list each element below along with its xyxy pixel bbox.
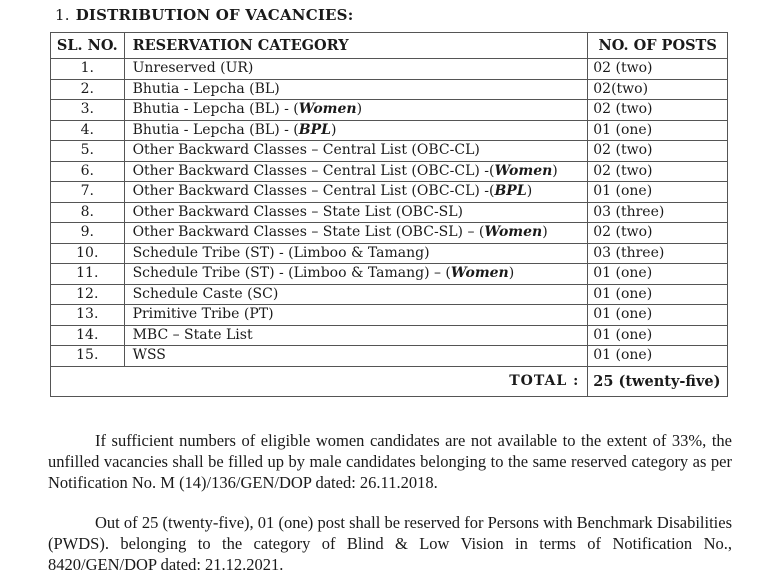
sl-no-cell: 15. (51, 346, 125, 367)
table-row (51, 284, 728, 305)
category-cell (124, 79, 588, 100)
category-cell (124, 182, 588, 203)
header-sl-no: SL. NO. (51, 33, 125, 59)
category-text: Unreserved (UR) (132, 60, 254, 77)
category-text: Bhutia - Lepcha (BL) (132, 80, 280, 97)
category-cell (124, 346, 588, 367)
posts-cell: 01 (one) (588, 325, 728, 346)
table-row (51, 346, 728, 367)
pwds-reservation-text: Out of 25 (twenty-five), 01 (one) post shall be reserved for Persons with Benchmark Disabilities (PWDS). belonging to the category of Blind & Low Vision in terms of Notification No., 8420/GEN/DOP dated: 21.12.2021. (48, 512, 732, 574)
category-cell (124, 120, 588, 141)
vacancy-table (50, 32, 728, 397)
category-text: Schedule Tribe (ST) - (Limboo & Tamang) – ( (132, 265, 451, 282)
category-suffix: ) (356, 101, 363, 118)
category-cell (124, 223, 588, 244)
category-text: Primitive Tribe (PT) (132, 306, 274, 323)
category-text: Other Backward Classes – Central List (OBC-CL) (132, 142, 480, 159)
category-cell (124, 264, 588, 285)
table-row (51, 59, 728, 80)
posts-cell: 01 (one) (588, 264, 728, 285)
category-text: Schedule Caste (SC) (132, 285, 279, 302)
category-cell (124, 161, 588, 182)
sl-no-cell: 5. (51, 141, 125, 162)
category-suffix: ) (330, 121, 337, 138)
table-row (51, 325, 728, 346)
sl-no-cell: 13. (51, 305, 125, 326)
posts-cell: 01 (one) (588, 284, 728, 305)
table-row (51, 79, 728, 100)
table-row (51, 161, 728, 182)
table-row (51, 305, 728, 326)
sl-no-cell: 6. (51, 161, 125, 182)
section-title: DISTRIBUTION OF VACANCIES: (75, 6, 354, 24)
category-cell (124, 59, 588, 80)
total-row (51, 366, 728, 396)
women-vacancy-text: If sufficient numbers of eligible women candidates are not available to the extent of 33%, the unfilled vacancies shall be filled up by male candidates belonging to the same reserved category as per Notification No. M (14)/136/GEN/DOP dated: 26.11.2018. (48, 430, 732, 492)
posts-cell: 02 (two) (588, 141, 728, 162)
sl-no-cell: 1. (51, 59, 125, 80)
category-text: Bhutia - Lepcha (BL) - ( (132, 101, 299, 118)
sl-no-cell: 12. (51, 284, 125, 305)
category-qualifier: Women (450, 265, 509, 282)
posts-cell: 02 (two) (588, 161, 728, 182)
total-value: 25 (twenty-five) (588, 366, 728, 396)
sl-no-cell: 11. (51, 264, 125, 285)
header-reservation-category: RESERVATION CATEGORY (124, 33, 588, 59)
sl-no-cell: 10. (51, 243, 125, 264)
table-row (51, 141, 728, 162)
table-row (51, 182, 728, 203)
category-suffix: ) (542, 224, 548, 241)
posts-cell: 02(two) (588, 79, 728, 100)
category-text: MBC – State List (132, 326, 253, 343)
sl-no-cell: 2. (51, 79, 125, 100)
category-cell (124, 202, 588, 223)
posts-cell: 02 (two) (588, 223, 728, 244)
sl-no-cell: 4. (51, 120, 125, 141)
category-qualifier: Women (298, 101, 357, 118)
table-row (51, 100, 728, 121)
category-cell (124, 141, 588, 162)
category-text: Other Backward Classes – State List (OBC-SL) – ( (132, 224, 485, 241)
sl-no-cell: 3. (51, 100, 125, 121)
category-cell (124, 305, 588, 326)
table-row (51, 243, 728, 264)
section-heading (55, 6, 353, 24)
posts-cell: 03 (three) (588, 243, 728, 264)
category-text: Other Backward Classes – Central List (OBC-CL) -( (132, 162, 495, 179)
category-qualifier: BPL (494, 183, 527, 200)
table-row (51, 202, 728, 223)
category-suffix: ) (508, 265, 515, 282)
posts-cell: 02 (two) (588, 59, 728, 80)
posts-cell: 03 (three) (588, 202, 728, 223)
category-text: Schedule Tribe (ST) - (Limboo & Tamang) (132, 244, 430, 261)
category-text: Other Backward Classes – State List (OBC-SL) (132, 203, 464, 220)
sl-no-cell: 14. (51, 325, 125, 346)
table-header-row (51, 33, 728, 59)
posts-cell: 01 (one) (588, 305, 728, 326)
women-vacancy-note (48, 430, 732, 493)
section-number: 1. (55, 6, 70, 24)
category-cell (124, 284, 588, 305)
category-text: Bhutia - Lepcha (BL) - ( (132, 121, 299, 138)
category-qualifier: Women (494, 162, 553, 179)
total-label: TOTAL : (51, 366, 588, 396)
category-suffix: ) (526, 183, 533, 200)
table-row (51, 223, 728, 244)
category-qualifier: Women (484, 224, 543, 241)
posts-cell: 02 (two) (588, 100, 728, 121)
sl-no-cell: 8. (51, 202, 125, 223)
category-qualifier: BPL (298, 121, 331, 138)
header-no-of-posts: NO. OF POSTS (588, 33, 728, 59)
table-row (51, 264, 728, 285)
sl-no-cell: 7. (51, 182, 125, 203)
table-row (51, 120, 728, 141)
sl-no-cell: 9. (51, 223, 125, 244)
category-suffix: ) (552, 162, 558, 179)
category-cell (124, 100, 588, 121)
posts-cell: 01 (one) (588, 182, 728, 203)
category-text: WSS (132, 347, 166, 364)
category-cell (124, 243, 588, 264)
posts-cell: 01 (one) (588, 346, 728, 367)
category-text: Other Backward Classes – Central List (OBC-CL) -( (132, 183, 495, 200)
pwds-reservation-note (48, 512, 732, 575)
category-cell (124, 325, 588, 346)
posts-cell: 01 (one) (588, 120, 728, 141)
